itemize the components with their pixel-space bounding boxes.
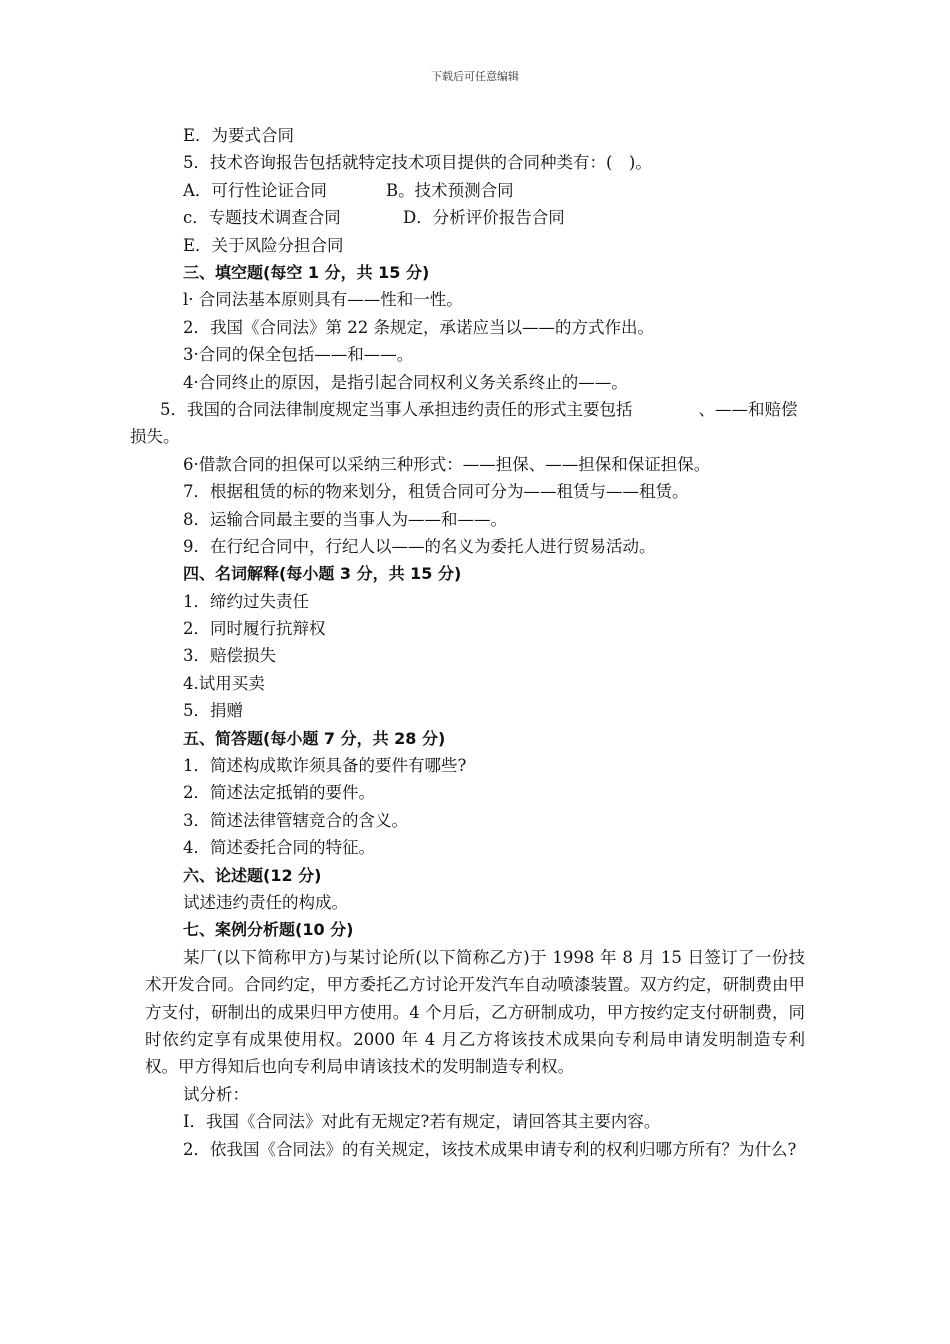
section-5-title: 五、简答题(每小题 7 分，共 28 分): [183, 728, 446, 748]
section-6-title: 六、论述题(12 分): [183, 865, 322, 885]
option-e-prev: E．为要式合同: [183, 126, 295, 145]
term-item: 4.试用买卖: [183, 673, 265, 693]
option-b: B。技术预测合同: [386, 180, 514, 200]
case-question-1: I．我国《合同法》对此有无规定?若有规定，请回答其主要内容。: [183, 1112, 661, 1132]
option-c: c．专题技术调查合同: [183, 208, 341, 228]
document-body: [130, 122, 805, 1163]
term-item: 3．赔偿损失: [183, 646, 276, 666]
case-prompt: 试分析：: [183, 1084, 249, 1104]
fill-item: 3·合同的保全包括——和——。: [183, 345, 414, 365]
options-ab: [145, 177, 805, 204]
case-question-2: 2．依我国《合同法》的有关规定，该技术成果申请专利的权利归哪方所有？为什么?: [183, 1139, 797, 1159]
option-d: D．分析评价报告合同: [403, 208, 565, 228]
fill-item: 9．在行纪合同中，行纪人以——的名义为委托人进行贸易活动。: [183, 536, 656, 556]
short-answer-item: 2．简述法定抵销的要件。: [183, 783, 375, 803]
term-item: 1．缔约过失责任: [183, 591, 309, 611]
options-cd: [145, 204, 805, 231]
page-header: 下载后可任意编辑: [431, 70, 519, 83]
fill-item: 4·合同终止的原因，是指引起合同权利义务关系终止的——。: [183, 372, 628, 392]
option-e: E．关于风险分担合同: [183, 235, 344, 255]
term-item: 5．捐赠: [183, 701, 243, 721]
term-item: 2．同时履行抗辩权: [183, 619, 326, 639]
option-a: A．可行性论证合同: [183, 180, 327, 200]
fill-item: l· 合同法基本原则具有——性和一性。: [183, 290, 463, 310]
fill-item: 6·借款合同的担保可以采纳三种形式：——担保、——担保和保证担保。: [183, 454, 711, 474]
section-7-title: 七、案例分析题(10 分): [183, 920, 354, 940]
fill-item: 5．我国的合同法律制度规定当事人承担违约责任的形式主要包括 、——和赔偿损失。: [130, 399, 798, 447]
short-answer-item: 3．简述法律管辖竞合的含义。: [183, 810, 408, 830]
section-4-title: 四、名词解释(每小题 3 分，共 15 分): [183, 564, 462, 584]
essay-question: 试述违约责任的构成。: [183, 892, 348, 912]
question-5: 5．技术咨询报告包括就特定技术项目提供的合同种类有：( )。: [183, 153, 652, 173]
fill-item: 7．根据租赁的标的物来划分，租赁合同可分为——租赁与——租赁。: [183, 482, 689, 502]
fill-item: 8．运输合同最主要的当事人为——和——。: [183, 509, 507, 529]
short-answer-item: 1．简述构成欺诈须具备的要件有哪些?: [183, 756, 467, 776]
short-answer-item: 4．简述委托合同的特征。: [183, 838, 375, 858]
fill-item: 2．我国《合同法》第 22 条规定，承诺应当以——的方式作出。: [183, 317, 654, 337]
case-text: 某厂(以下简称甲方)与某讨论所(以下简称乙方)于 1998 年 8 月 15 日签订了一份技术开发合同。合同约定，甲方委托乙方讨论开发汽车自动喷漆装置。双方约定，研制费由甲方支付，研制出的成果归甲方使用。4 个月后，乙方研制成功，甲方按约定支付研制费，同时依约定享有成果使用权。2000 年 4 月乙方将该技术成果向专利局申请发明制造专利权。甲方得知后也向专利局申请该技术的发明制造专利权。: [145, 947, 805, 1077]
section-3-title: 三、填空题(每空 1 分，共 15 分): [183, 262, 430, 282]
